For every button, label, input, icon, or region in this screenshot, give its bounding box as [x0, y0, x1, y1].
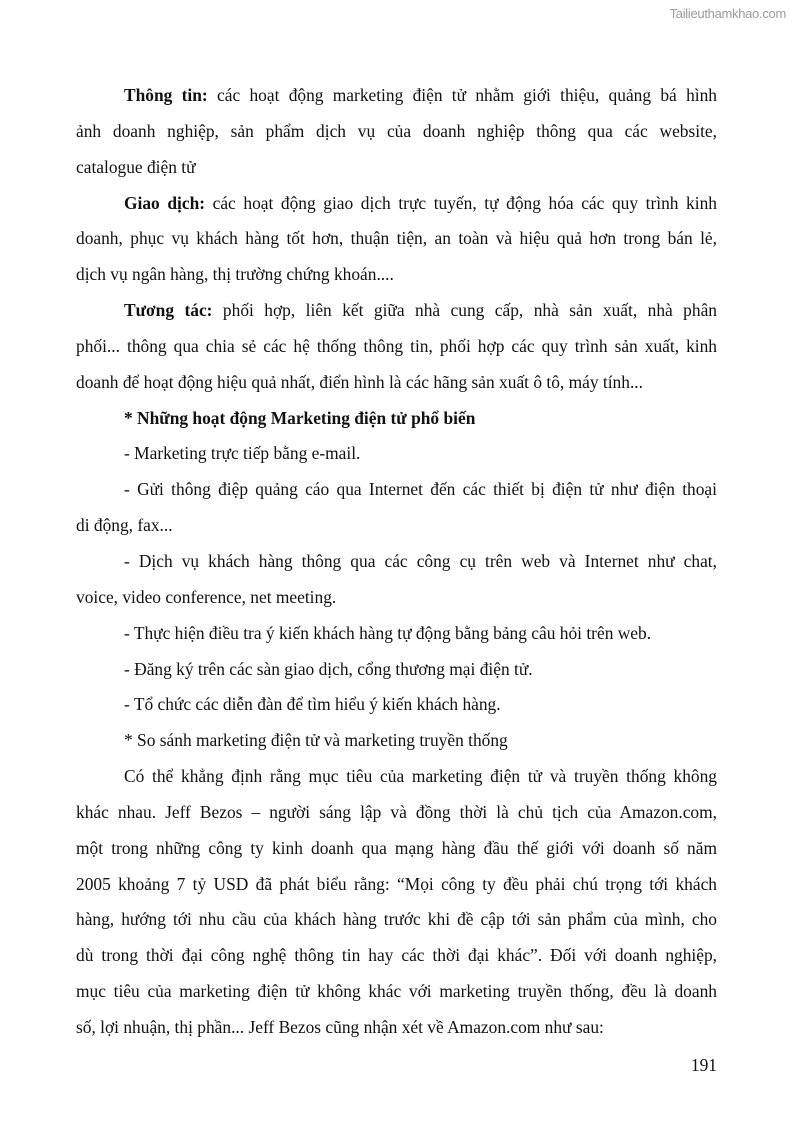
- list-item-continued: di động, fax...: [76, 515, 173, 536]
- list-item: - Dịch vụ khách hàng thông qua các công cụ trên web và Internet như chat,: [124, 550, 717, 571]
- list-item: - Marketing trực tiếp bằng e-mail.: [124, 443, 361, 464]
- paragraph-giao-dich: Giao dịch: các hoạt động giao dịch trực tuyến, tự động hóa các quy trình kinh: [124, 192, 717, 213]
- paragraph-thong-tin: Thông tin: các hoạt động marketing điện tử nhằm giới thiệu, quảng bá hình: [124, 85, 717, 105]
- section-heading: * So sánh marketing điện tử và marketing truyền thống: [124, 730, 508, 751]
- text-line: số, lợi nhuận, thị phần... Jeff Bezos cũng nhận xét về Amazon.com như sau:: [76, 1016, 604, 1037]
- term-label: Tương tác:: [124, 300, 213, 321]
- text-line: catalogue điện tử: [76, 156, 196, 177]
- text-line: doanh để hoạt động hiệu quả nhất, điển hình là các hãng sản xuất ô tô, máy tính...: [76, 371, 643, 392]
- page-number: 191: [690, 1055, 717, 1075]
- paragraph-tuong-tac: Tương tác: phối hợp, liên kết giữa nhà cung cấp, nhà sản xuất, nhà phân: [124, 300, 717, 321]
- term-label: Thông tin:: [124, 85, 208, 105]
- term-label: Giao dịch:: [124, 192, 206, 213]
- text-line: khác nhau. Jeff Bezos – người sáng lập và đồng thời là chủ tịch của Amazon.com,: [76, 801, 717, 822]
- text-line: 2005 khoảng 7 tỷ USD đã phát biểu rằng: “Mọi công ty đều phải chú trọng tới khách: [76, 873, 717, 894]
- text-line: Có thể khẳng định rằng mục tiêu của marketing điện tử và truyền thống không: [124, 766, 717, 787]
- document-body: [76, 78, 717, 1046]
- text-line: dù trong thời đại công nghệ thông tin hay các thời đại khác”. Đối với doanh nghiệp,: [76, 945, 717, 966]
- text-line: hàng, hướng tới nhu cầu của khách hàng trước khi đề cập tới sản phẩm của mình, cho: [76, 909, 717, 930]
- text-line: ảnh doanh nghiệp, sản phẩm dịch vụ của doanh nghiệp thông qua các website,: [76, 120, 717, 141]
- text-line: dịch vụ ngân hàng, thị trường chứng khoán....: [76, 264, 394, 285]
- list-item: - Tổ chức các diễn đàn để tìm hiểu ý kiến khách hàng.: [124, 694, 501, 715]
- text-line: doanh, phục vụ khách hàng tốt hơn, thuận tiện, an toàn và hiệu quả hơn trong bán lẻ,: [76, 228, 717, 249]
- text-line: phối... thông qua chia sẻ các hệ thống thông tin, phối hợp các quy trình sản xuất, kinh: [76, 335, 717, 356]
- section-heading: * Những hoạt động Marketing điện tử phổ biến: [124, 407, 476, 428]
- list-item-continued: voice, video conference, net meeting.: [76, 586, 337, 607]
- list-item: - Gửi thông điệp quảng cáo qua Internet đến các thiết bị điện tử như điện thoại: [124, 479, 717, 500]
- text-line: một trong những công ty kinh doanh qua mạng hàng đầu thế giới với doanh số năm: [76, 837, 717, 858]
- list-item: - Thực hiện điều tra ý kiến khách hàng tự động bằng bảng câu hỏi trên web.: [124, 622, 652, 643]
- text-line: mục tiêu của marketing điện tử không khác với marketing truyền thống, đều là doanh: [76, 981, 717, 1002]
- watermark: Tailieuthamkhao.com: [669, 6, 786, 21]
- list-item: - Đăng ký trên các sàn giao dịch, cổng thương mại điện tử.: [124, 658, 533, 679]
